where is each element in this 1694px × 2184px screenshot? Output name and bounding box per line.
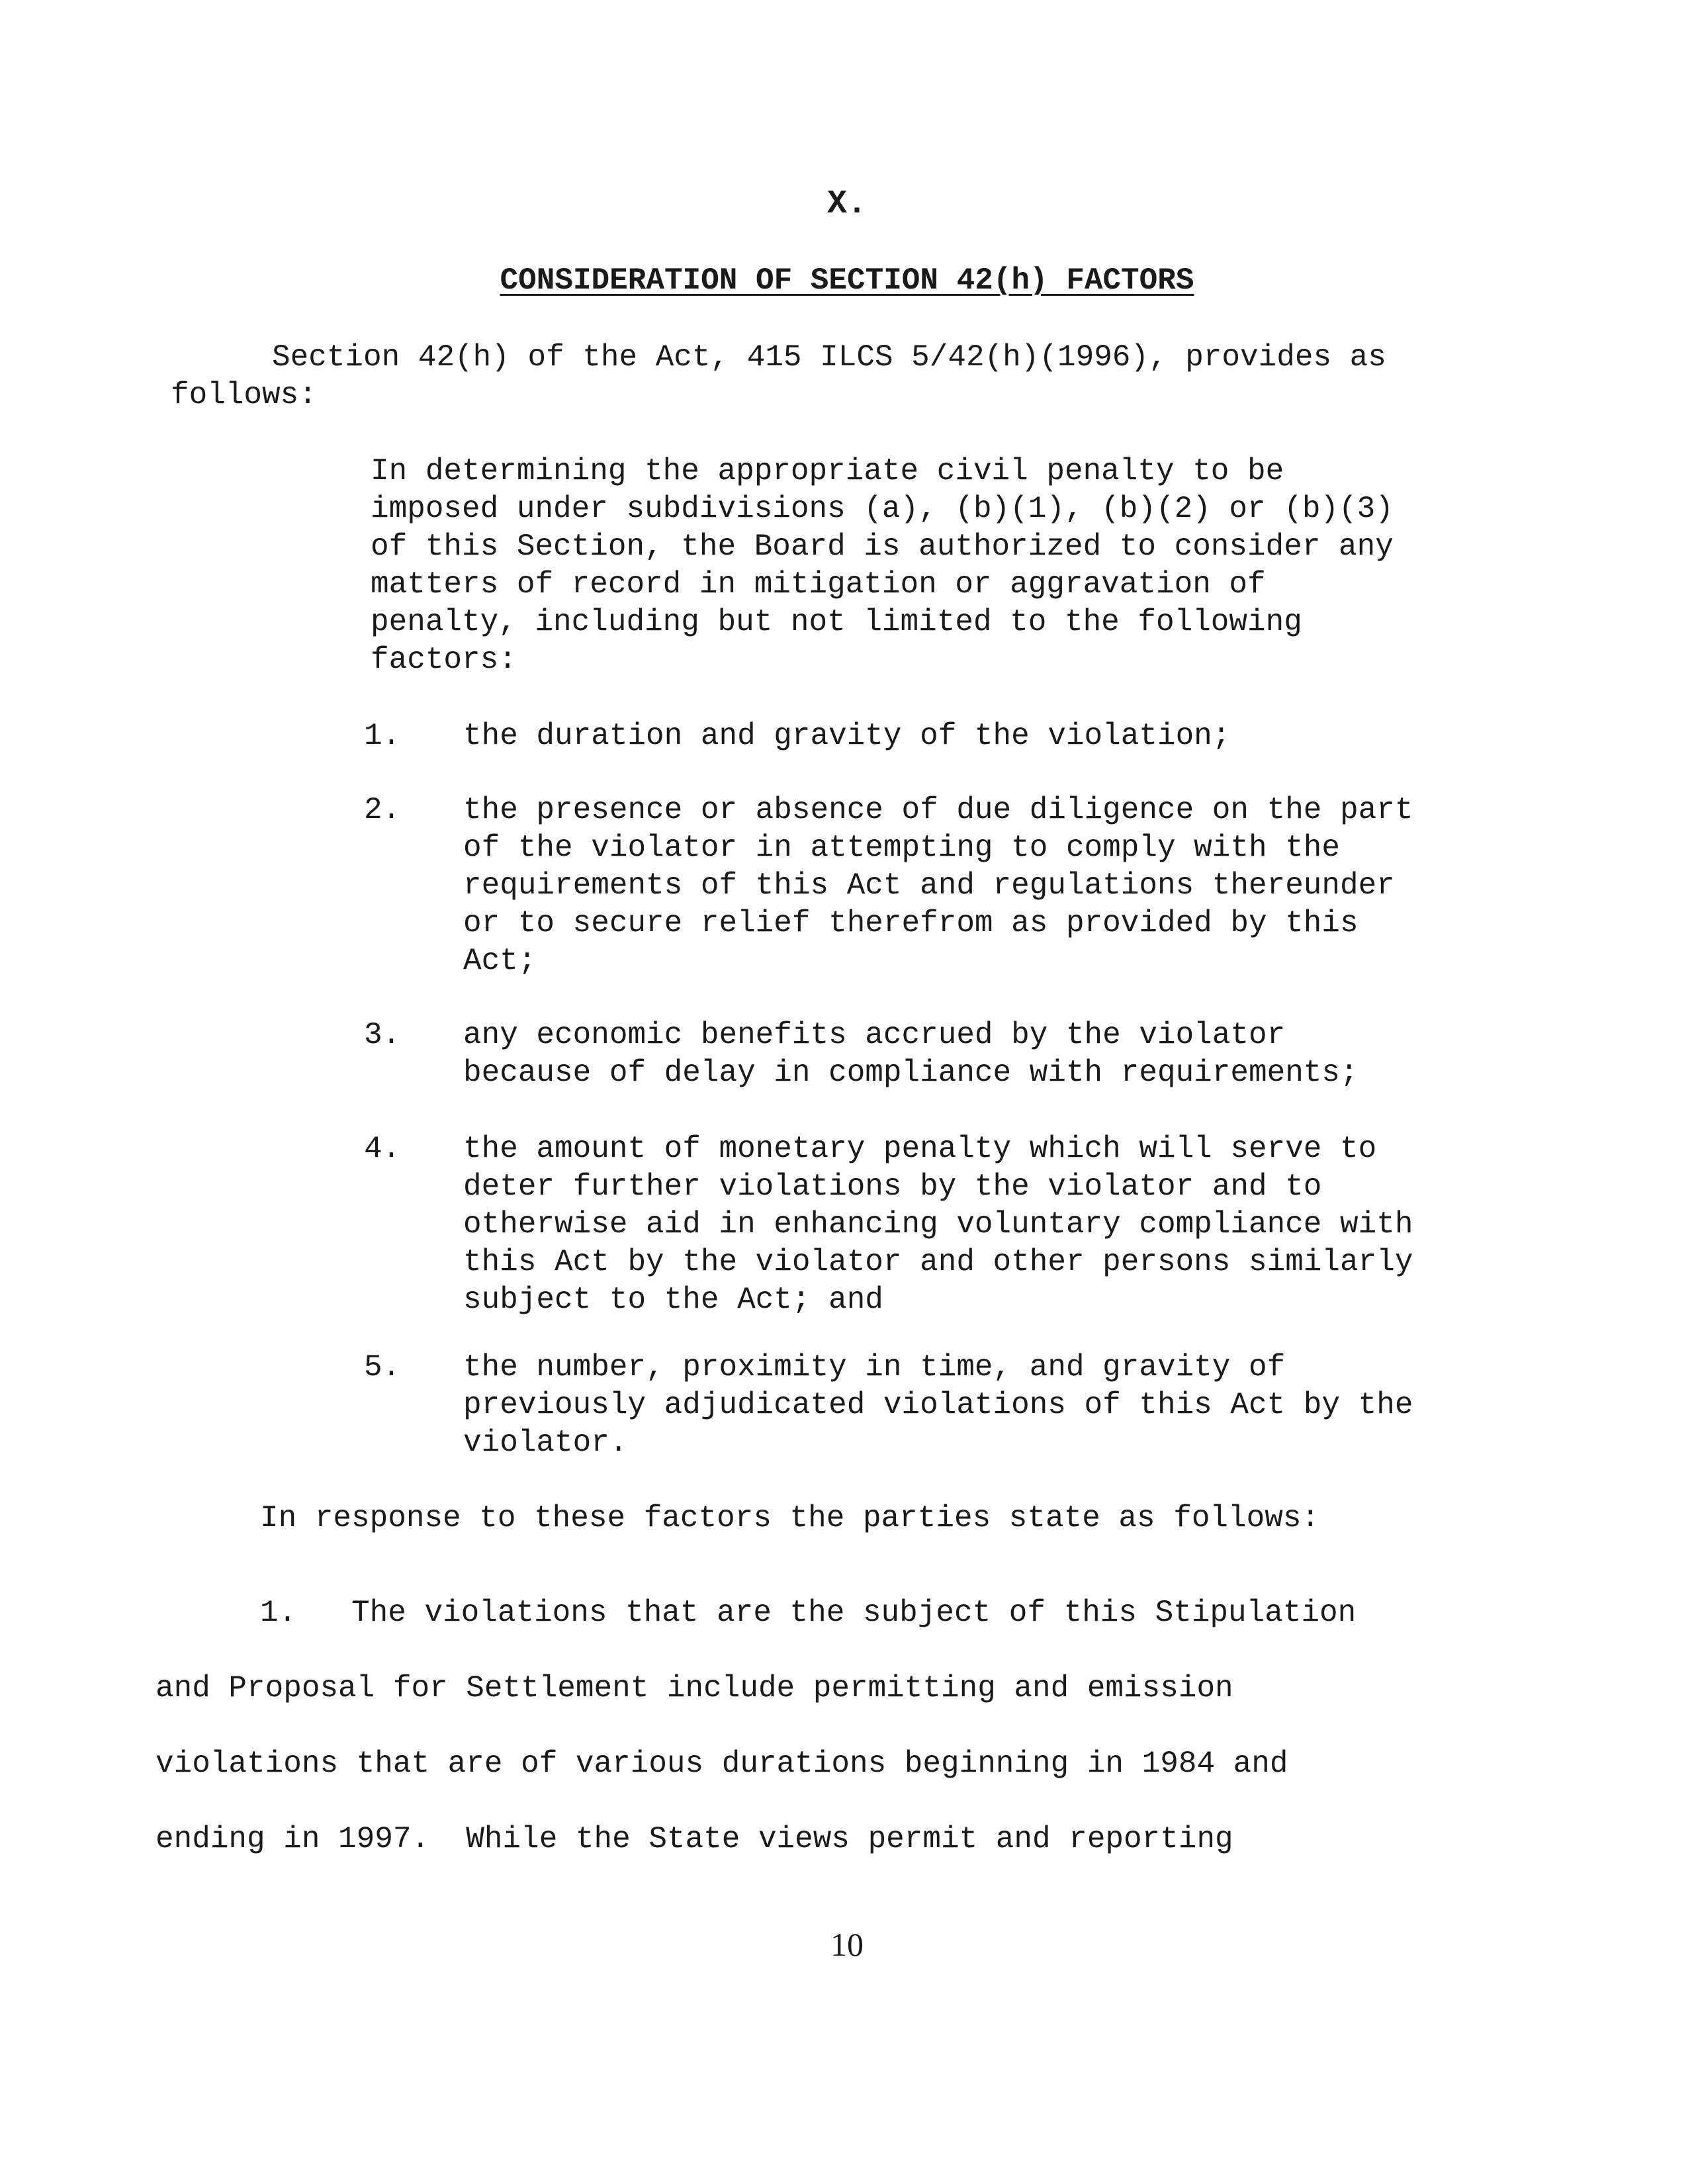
quote-line: matters of record in mitigation or aggravation of: [371, 567, 1266, 602]
response-line: and Proposal for Settlement include permitting and emission: [156, 1671, 1233, 1706]
factor-line: Act;: [463, 944, 537, 978]
factor-number: 5.: [364, 1350, 401, 1385]
factor-line: the duration and gravity of the violation;: [463, 719, 1231, 753]
statute-quote: [371, 453, 1394, 679]
factor-line: the number, proximity in time, and gravity of: [463, 1350, 1286, 1385]
section-number: X.: [826, 185, 867, 223]
factor-line: of the violator in attempting to comply with the: [463, 831, 1341, 865]
factor-line: subject to the Act; and: [463, 1283, 883, 1317]
quote-line: imposed under subdivisions (a), (b)(1), (b)(2) or (b)(3): [371, 492, 1394, 526]
factor-line: requirements of this Act and regulations thereunder: [463, 868, 1395, 903]
factor-line: any economic benefits accrued by the violator: [463, 1018, 1286, 1052]
page-number: 10: [830, 1926, 864, 1963]
quote-line: In determining the appropriate civil penalty to be: [371, 454, 1284, 488]
section-heading: [0, 262, 1694, 300]
factor-line: the amount of monetary penalty which will serve to: [463, 1132, 1377, 1166]
factor-line: because of delay in compliance with requirements;: [463, 1056, 1359, 1090]
intro-line-2: follows:: [171, 378, 317, 412]
response-line: 1. The violations that are the subject of this Stipulation: [260, 1596, 1357, 1630]
factor-line: the presence or absence of due diligence on the part: [463, 793, 1413, 827]
factor-line: otherwise aid in enhancing voluntary compliance with: [463, 1207, 1413, 1242]
response-line: violations that are of various durations beginning in 1984 and: [156, 1747, 1288, 1781]
quote-line: of this Section, the Board is authorized to consider any: [371, 529, 1394, 564]
factor-item-4: [364, 1130, 1413, 1317]
factor-number: 2.: [364, 793, 401, 827]
factor-text: [463, 1349, 1413, 1462]
factor-text: [463, 717, 1230, 755]
intro-paragraph: [171, 339, 1386, 414]
quote-line: factors:: [371, 643, 517, 677]
factor-text: [463, 792, 1413, 980]
factor-line: this Act by the violator and other persons similarly: [463, 1245, 1413, 1279]
response-line: ending in 1997. While the State views permit and reporting: [156, 1822, 1233, 1856]
factor-number: 1.: [364, 719, 401, 753]
factor-item-5: [364, 1349, 1413, 1500]
factor-text: [463, 1017, 1359, 1092]
factor-line: deter further violations by the violator and to: [463, 1169, 1322, 1204]
factor-text: [463, 1130, 1413, 1319]
factor-item-2: [364, 792, 1413, 978]
section-heading-text: CONSIDERATION OF SECTION 42(h) FACTORS: [500, 263, 1194, 298]
quote-line: penalty, including but not limited to the following: [371, 605, 1302, 639]
factor-line: previously adjudicated violations of this Act by the: [463, 1388, 1413, 1422]
factor-line: violator.: [463, 1426, 628, 1460]
response-intro: In response to these factors the parties state as follows:: [260, 1501, 1320, 1535]
intro-line-1: Section 42(h) of the Act, 415 ILCS 5/42(h)(1996), provides as: [272, 340, 1386, 375]
factor-number: 3.: [364, 1018, 401, 1052]
factor-number: 4.: [364, 1132, 401, 1166]
factor-line: or to secure relief therefrom as provided by this: [463, 906, 1359, 940]
response-paragraph: [156, 1575, 1356, 1877]
